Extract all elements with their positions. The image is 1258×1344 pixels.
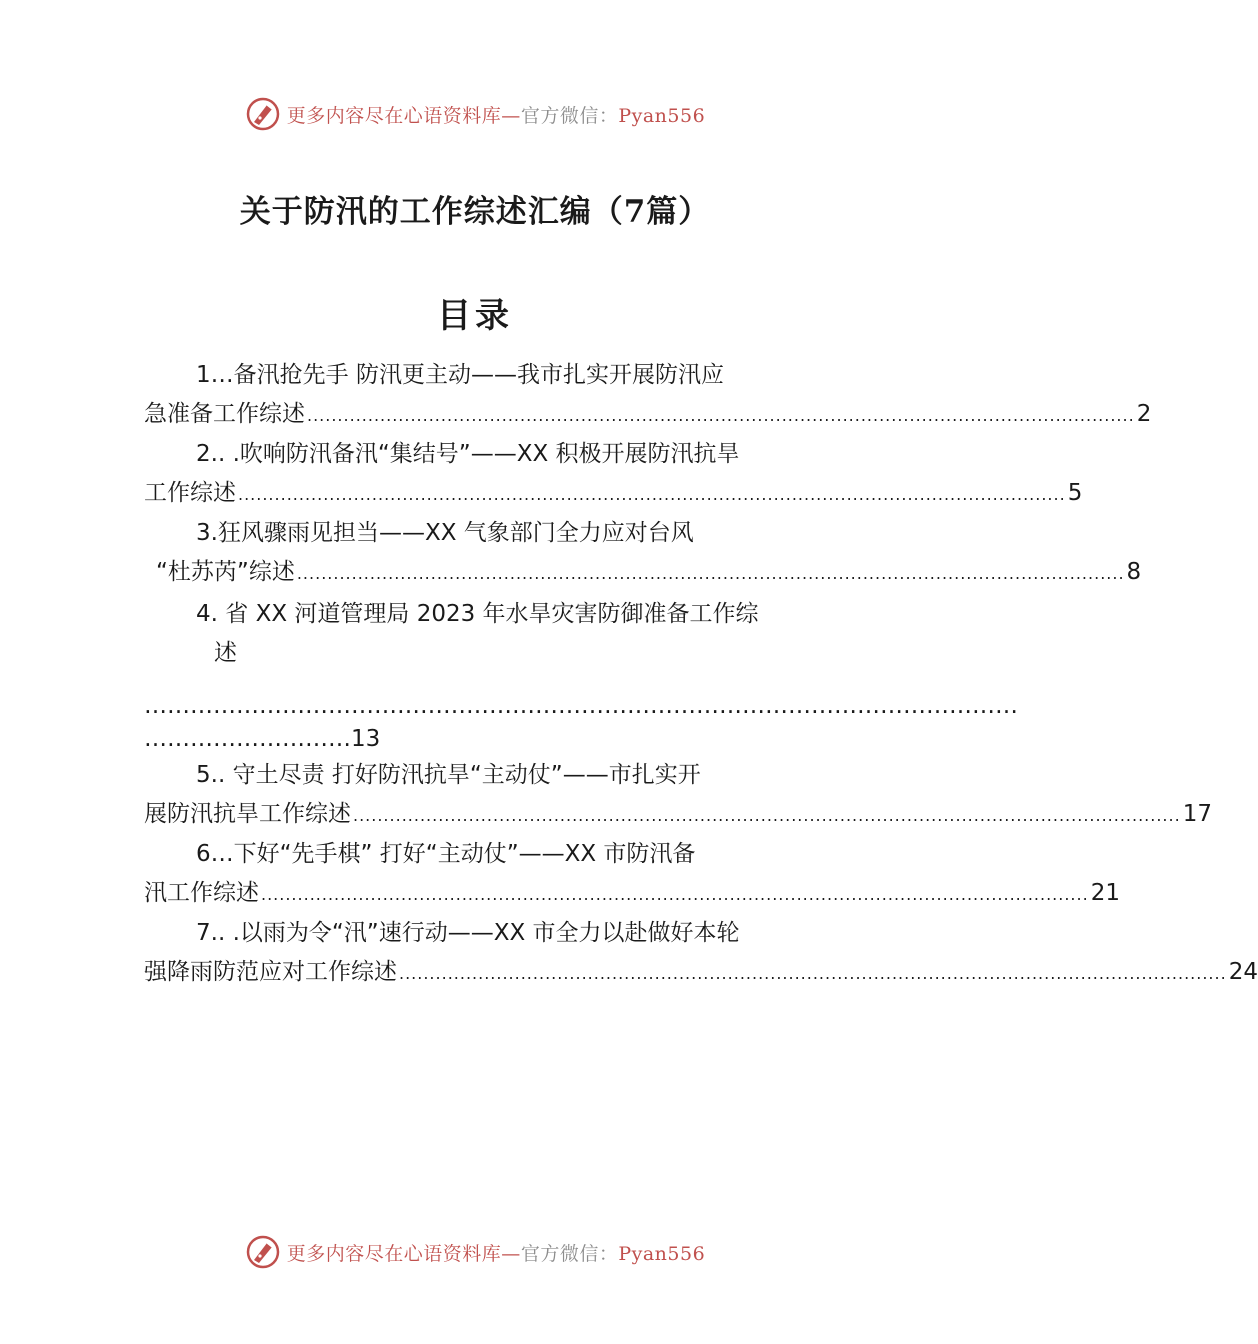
- toc-leader-dots-cont: ………………………: [144, 726, 351, 752]
- toc-page-number: 8: [1126, 559, 1142, 585]
- toc-page-number: 5: [1067, 480, 1083, 506]
- toc-leader-dots: ........................................................................................................................................: [399, 964, 1227, 983]
- pen-nib-logo-icon: [245, 96, 281, 132]
- toc-entry-title-cont: “杜苏芮”综述: [156, 559, 295, 585]
- toc-entry-2[interactable]: [144, 435, 1083, 514]
- toc-entry-6[interactable]: [144, 835, 1120, 914]
- toc-entry-title: 3.狂风骤雨见担当——XX 气象部门全力应对台风: [196, 520, 694, 546]
- toc-entry-title: 2.. .吹响防汛备汛“集结号”——XX 积极开展防汛抗旱: [196, 441, 740, 467]
- toc-entry-title: 6…下好“先手棋” 打好“主动仗”——XX 市防汛备: [196, 841, 696, 867]
- document-title: 关于防汛的工作综述汇编（7篇）: [239, 194, 711, 230]
- toc-page-number: 24: [1228, 959, 1258, 985]
- toc-leader-dots: ........................................................................................................................................: [296, 564, 1125, 583]
- toc-heading: 目录: [437, 296, 513, 336]
- toc-entry-title-cont: 强降雨防范应对工作综述: [144, 959, 397, 985]
- toc-entry-title-cont: 述: [214, 640, 237, 666]
- toc-page-number: 13: [351, 726, 381, 752]
- toc-entry-3[interactable]: [144, 514, 1142, 593]
- pen-nib-logo-icon: [245, 1234, 281, 1270]
- toc-page-number: 17: [1182, 801, 1212, 827]
- toc-entry-title: 7.. .以雨为令“汛”速行动——XX 市全力以赴做好本轮: [196, 920, 740, 946]
- header-watermark: [0, 96, 950, 132]
- toc-entry-title-cont: 急准备工作综述: [144, 401, 305, 427]
- toc-leader-dots: ........................................................................................................................................: [238, 485, 1066, 504]
- toc-leader-dots: ……………………………………………………………………………………………………: [144, 693, 1018, 719]
- toc-leader-dots: ........................................................................................................................................: [353, 806, 1181, 825]
- toc-entry-4[interactable]: [144, 595, 1018, 756]
- toc-entry-title: 4. 省 XX 河道管理局 2023 年水旱灾害防御准备工作综: [196, 601, 759, 627]
- toc-entry-title: 5.. 守土尽责 打好防汛抗旱“主动仗”——市扎实开: [196, 762, 701, 788]
- toc-page-number: 2: [1136, 401, 1152, 427]
- toc-entry-title-cont: 汛工作综述: [144, 880, 259, 906]
- toc-page-number: 21: [1090, 880, 1120, 906]
- toc-entry-title-cont: 展防汛抗旱工作综述: [144, 801, 351, 827]
- watermark-text: 更多内容尽在心语资料库—官方微信：Pyan556: [286, 1242, 706, 1265]
- toc-leader-dots: ........................................................................................................................................: [261, 885, 1089, 904]
- watermark-text: 更多内容尽在心语资料库—官方微信：Pyan556: [286, 104, 706, 127]
- footer-watermark: [0, 1234, 950, 1270]
- toc-leader-dots: ........................................................................................................................................: [307, 406, 1135, 425]
- toc-entry-5[interactable]: [144, 756, 1212, 835]
- toc-entry-title-cont: 工作综述: [144, 480, 236, 506]
- toc-entry-title: 1…备汛抢先手 防汛更主动——我市扎实开展防汛应: [196, 362, 724, 388]
- toc-entry-1[interactable]: [144, 356, 1152, 435]
- table-of-contents: [144, 356, 1258, 993]
- toc-entry-7[interactable]: [144, 914, 1258, 993]
